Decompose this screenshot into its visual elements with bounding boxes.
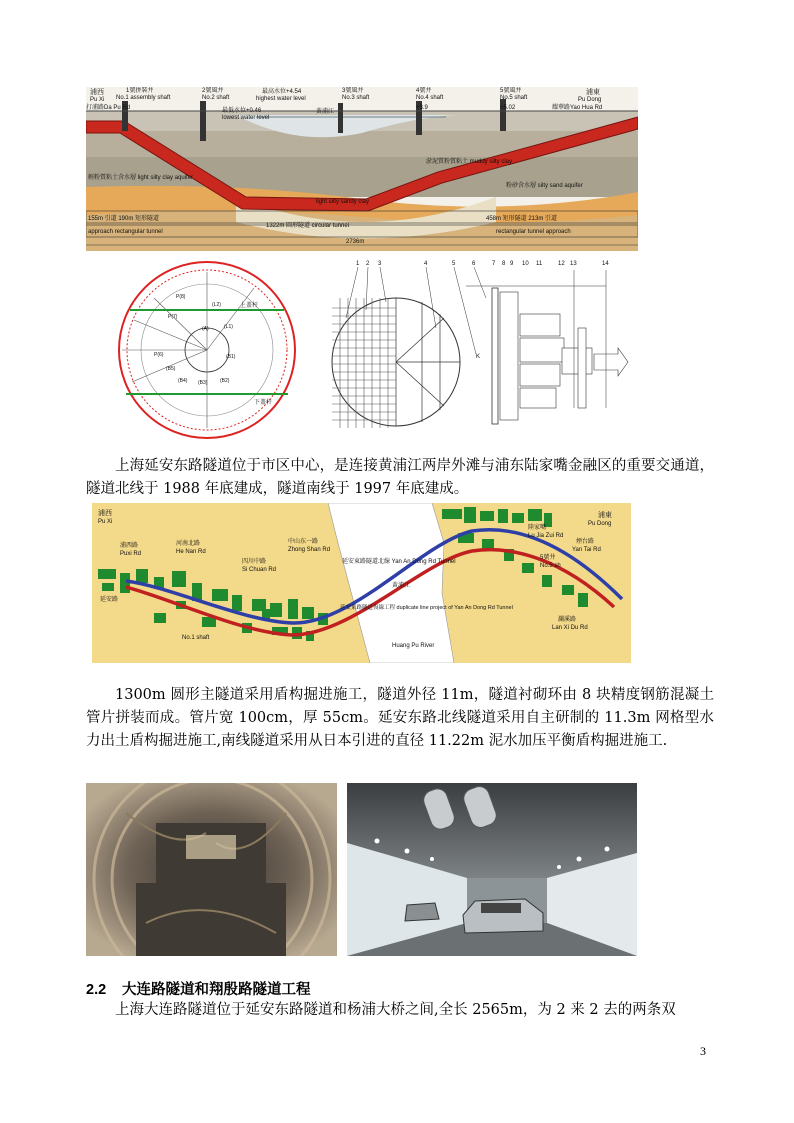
lining-label-l1: (L1) bbox=[224, 324, 233, 330]
profile-label-dapu-rd: 打浦路Da Pu Rd bbox=[86, 105, 131, 111]
profile-label-shaft3-cn: 3號風井 bbox=[342, 88, 364, 94]
shield-machine-drawing bbox=[326, 258, 632, 442]
map-label-lujiazui-en: Lu Jia Zui Rd bbox=[528, 533, 564, 539]
profile-label-lowest-water-cn: 最低水位+0.46 bbox=[222, 108, 262, 114]
route-map-drawing bbox=[92, 503, 631, 663]
shield-num-13: 13 bbox=[570, 261, 577, 267]
map-label-puxi-road-cn: 浦西路 bbox=[120, 543, 139, 549]
lining-label-b1: (B1) bbox=[226, 354, 236, 360]
page-number: 3 bbox=[700, 1044, 706, 1058]
profile-label-shaft5-en: No.5 shaft bbox=[500, 95, 528, 101]
lining-ring-figure bbox=[94, 258, 320, 442]
map-label-yantai-cn: 煙台路 bbox=[576, 539, 595, 545]
lining-label-lower-bar: 下盖杆 bbox=[254, 400, 273, 406]
shield-num-3: 3 bbox=[378, 261, 382, 267]
tunnel-interior-photo bbox=[347, 783, 637, 956]
profile-label-puxi-en: Pu Xi bbox=[90, 97, 105, 103]
section-title: 大连路隧道和翔殷路隧道工程 bbox=[122, 982, 311, 998]
paragraph-yanan-intro: 上海延安东路隧道位于市区中心，是连接黄浦江两岸外滩与浦东陆家嘴金融区的重要交通道，隧道北线于 1988 年底建成，隧道南线于 1997 年底建成。 bbox=[86, 458, 714, 497]
profile-label-silty-sand-aquifer: 粉砂含水層 silty sand aquifer bbox=[506, 183, 583, 189]
shield-num-7: 7 bbox=[492, 261, 496, 267]
paragraph-shield-construction: 1300m 圆形主隧道采用盾构掘进施工，隧道外径 11m，隧道衬砌环由 8 块精度钢筋混凝土管片拼装而成。管片宽 100cm，厚 55cm。延安东路北线隧道采用自主研制的 11.3m 网格型水力出土盾构掘进施工,南线隧道采用从日本引进的直径 11.22m 泥水加压平衡盾构掘进施工. bbox=[86, 687, 714, 749]
map-label-lanxi-en: Lan Xi Du Rd bbox=[552, 625, 588, 631]
profile-label-shaft2-cn: 2號風井 bbox=[202, 88, 224, 94]
shield-num-5: 5 bbox=[452, 261, 456, 267]
lining-label-p8: P(8) bbox=[176, 294, 186, 300]
profile-label-shaft5-cn: 5號風井 bbox=[500, 88, 522, 94]
profile-label-lowest-water-en: lowest water level bbox=[222, 115, 270, 121]
shield-interior-photo bbox=[86, 783, 337, 956]
lining-label-b2: (B2) bbox=[220, 378, 230, 384]
profile-label-shaft1-en: No.1 assembly shaft bbox=[116, 95, 171, 101]
map-label-pudong-en: Pu Dong bbox=[588, 521, 612, 527]
map-label-puxi-road-en: Puxi Rd bbox=[120, 551, 142, 557]
shield-num-2: 2 bbox=[366, 261, 370, 267]
lining-ring-drawing bbox=[94, 258, 320, 442]
profile-label-pudong-cn: 浦東 bbox=[586, 89, 600, 96]
tunnel-profile-figure bbox=[86, 87, 638, 251]
shield-num-4: 4 bbox=[424, 261, 428, 267]
section-heading bbox=[86, 978, 686, 999]
map-label-lujiazui-cn: 陸家嘴 bbox=[528, 525, 547, 531]
section-number: 2.2 bbox=[86, 982, 107, 998]
map-label-puxi-en: Pu Xi bbox=[98, 519, 113, 525]
map-label-henan-en: He Nan Rd bbox=[176, 549, 206, 555]
profile-label-light-silty-aquifer: 輕粉質粘土含水層 light silty clay aquifer bbox=[88, 175, 194, 181]
tunnel-profile-drawing bbox=[86, 87, 638, 251]
lining-label-b4: (B4) bbox=[178, 378, 188, 384]
map-label-yantai-en: Yan Tai Rd bbox=[572, 547, 601, 553]
lining-label-upper-bar: 上盖杆 bbox=[240, 303, 259, 309]
lining-label-a: (A) bbox=[202, 326, 209, 332]
profile-label-yaohua-rd: 耀華路Yao Hua Rd bbox=[552, 105, 603, 111]
profile-label-total-length: 2736m bbox=[346, 239, 365, 245]
map-label-shaft5-en: No.5 sh bbox=[540, 563, 561, 569]
profile-label-shaft2-en: No.2 shaft bbox=[202, 95, 230, 101]
map-label-no1-shaft: No.1 shaft bbox=[182, 635, 210, 641]
profile-label-huangpu: 黃浦江 bbox=[316, 109, 335, 115]
shield-num-11: 11 bbox=[536, 261, 543, 267]
shield-num-9: 9 bbox=[510, 261, 514, 267]
profile-label-approach-right-en: rectangular tunnel approach bbox=[496, 229, 571, 235]
lining-label-b5: (B5) bbox=[166, 366, 176, 372]
profile-label-elev-39: +3.9 bbox=[416, 105, 428, 111]
profile-label-puxi-cn: 浦西 bbox=[90, 89, 104, 96]
profile-label-highest-water-en: highest water level bbox=[256, 96, 306, 102]
profile-label-elev-502: +5.02 bbox=[500, 105, 516, 111]
shield-num-8: 8 bbox=[502, 261, 506, 267]
profile-label-shaft4-en: No.4 shaft bbox=[416, 95, 444, 101]
shield-machine-figure bbox=[326, 258, 632, 442]
profile-label-shaft3-en: No.3 shaft bbox=[342, 95, 370, 101]
lining-label-l2: (L2) bbox=[212, 302, 221, 308]
lining-label-p7: P(7) bbox=[168, 314, 178, 320]
map-label-puxi-cn: 浦西 bbox=[98, 510, 112, 517]
map-label-north-line: 延安東路隧道北線 Yan An Dong Rd Tunnel bbox=[342, 559, 456, 565]
map-label-sichuan-cn: 四川中路 bbox=[242, 559, 267, 565]
shield-num-10: 10 bbox=[522, 261, 529, 267]
paragraph-dalian-road: 上海大连路隧道位于延安东路隧道和杨浦大桥之间,全长 2565m，为 2 来 2 去的两条双 bbox=[115, 1002, 676, 1018]
map-label-river-en: Huang Pu River bbox=[392, 643, 435, 649]
profile-label-muddy-silty-clay: 淤泥質粉質粘土 muddy silty clay bbox=[426, 159, 513, 165]
map-label-henan-cn: 河南北路 bbox=[176, 541, 201, 547]
map-label-zhongshan-en: Zhong Shan Rd bbox=[288, 547, 331, 553]
map-label-zhongshan-cn: 中山东一路 bbox=[288, 539, 319, 545]
profile-label-shaft4-cn: 4號井 bbox=[416, 88, 432, 94]
profile-label-circular-tunnel: 1322m 圓形隧道 circular tunnel bbox=[266, 223, 350, 229]
profile-label-highest-water-cn: 最高水位+4.54 bbox=[262, 89, 302, 95]
shield-num-6: 6 bbox=[472, 261, 476, 267]
profile-label-approach-right: 458m 矩形隧道 213m 引道 bbox=[486, 216, 558, 222]
shield-num-1: 1 bbox=[356, 261, 360, 267]
lining-label-p6: P(6) bbox=[154, 352, 164, 358]
profile-label-approach-left: 155m 引道 190m 矩形隧道 bbox=[88, 216, 160, 222]
shield-label-k: K bbox=[476, 354, 481, 360]
lining-label-b3: (B3) bbox=[198, 380, 208, 386]
map-label-shaft5-cn: 5號井 bbox=[540, 555, 556, 561]
shield-num-12: 12 bbox=[558, 261, 565, 267]
map-label-river-cn: 黃浦江 bbox=[392, 583, 411, 589]
profile-label-approach-left-en: approach rectangular tunnel bbox=[88, 229, 163, 235]
route-map-figure bbox=[92, 503, 631, 663]
map-label-yanan: 延安路 bbox=[100, 597, 119, 603]
map-label-sichuan-en: Si Chuan Rd bbox=[242, 567, 277, 573]
profile-label-shaft1-cn: 1號拼裝井 bbox=[126, 88, 154, 94]
profile-label-light-silty-sandy-clay: light silty sandy clay bbox=[316, 199, 370, 205]
shield-num-14: 14 bbox=[602, 261, 609, 267]
map-label-lanxi-cn: 瀾溪路 bbox=[558, 617, 577, 623]
map-label-pudong-cn: 浦東 bbox=[598, 512, 612, 519]
map-label-south-line: 延安東路隧道復線工程 duplicate line project of Yan An Dong Rd Tunnel bbox=[340, 605, 513, 611]
profile-label-pudong-en: Pu Dong bbox=[578, 97, 602, 103]
